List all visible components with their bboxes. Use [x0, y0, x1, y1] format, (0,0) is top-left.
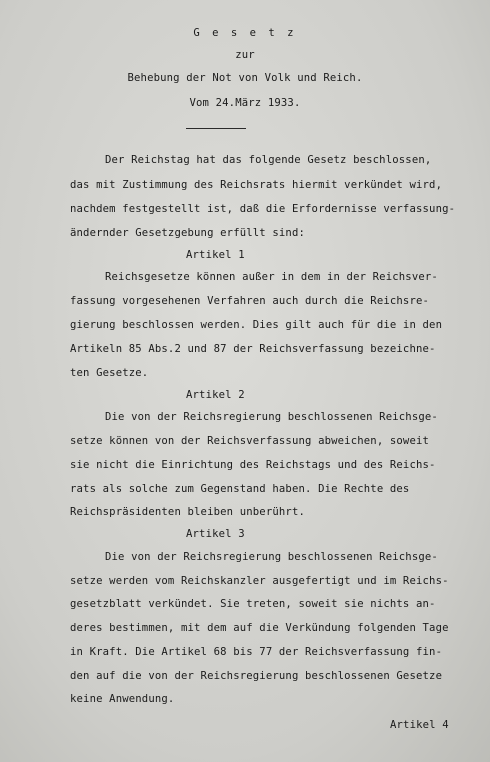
- article-2-line: sie nicht die Einrichtung des Reichstags und des Reichs-: [70, 459, 436, 471]
- article-2-line: setze können von der Reichsverfassung abweichen, soweit: [70, 435, 430, 447]
- article-1-line: ten Gesetze.: [70, 367, 149, 379]
- title-underline: [186, 128, 246, 129]
- article-2-line: Reichspräsidenten bleiben unberührt.: [70, 506, 306, 518]
- preamble-line: ändernder Gesetzgebung erfüllt sind:: [70, 227, 306, 239]
- article-2-line: rats als solche zum Gegenstand haben. Die Rechte des: [70, 483, 410, 495]
- document-title: G e s e t z: [193, 27, 297, 39]
- article-1-line: gierung beschlossen werden. Dies gilt auch für die in den: [70, 319, 443, 331]
- article-2-line: Die von der Reichsregierung beschlossenen Reichsge-: [105, 411, 438, 423]
- article-3-line: in Kraft. Die Artikel 68 bis 77 der Reichsverfassung fin-: [70, 646, 443, 658]
- article-1-line: Artikeln 85 Abs.2 und 87 der Reichsverfassung bezeichne-: [70, 343, 436, 355]
- article-1-line: Reichsgesetze können außer in dem in der Reichsver-: [105, 271, 438, 283]
- preamble-line: nachdem festgestellt ist, daß die Erfordernisse verfassung-: [70, 203, 456, 215]
- article-3-line: keine Anwendung.: [70, 693, 175, 705]
- article-3-line: setze werden vom Reichskanzler ausgefertigt und im Reichs-: [70, 575, 449, 587]
- article-2-heading: Artikel 2: [186, 389, 245, 401]
- article-3-line: gesetzblatt verkündet. Sie treten, soweit sie nichts an-: [70, 598, 436, 610]
- document-date: Vom 24.März 1933.: [189, 97, 301, 109]
- document-subject: Behebung der Not von Volk und Reich.: [127, 72, 363, 84]
- article-3-heading: Artikel 3: [186, 528, 245, 540]
- preamble-line: Der Reichstag hat das folgende Gesetz beschlossen,: [105, 154, 432, 166]
- preamble-line: das mit Zustimmung des Reichsrats hiermit verkündet wird,: [70, 179, 443, 191]
- title-connector: zur: [235, 49, 255, 61]
- article-3-line: Die von der Reichsregierung beschlossenen Reichsge-: [105, 551, 438, 563]
- article-1-line: fassung vorgesehenen Verfahren auch durch die Reichsre-: [70, 295, 430, 307]
- article-1-heading: Artikel 1: [186, 249, 245, 261]
- article-3-line: den auf die von der Reichsregierung beschlossenen Gesetze: [70, 670, 443, 682]
- article-4-heading: Artikel 4: [390, 719, 449, 731]
- article-3-line: deres bestimmen, mit dem auf die Verkündung folgenden Tage: [70, 622, 449, 634]
